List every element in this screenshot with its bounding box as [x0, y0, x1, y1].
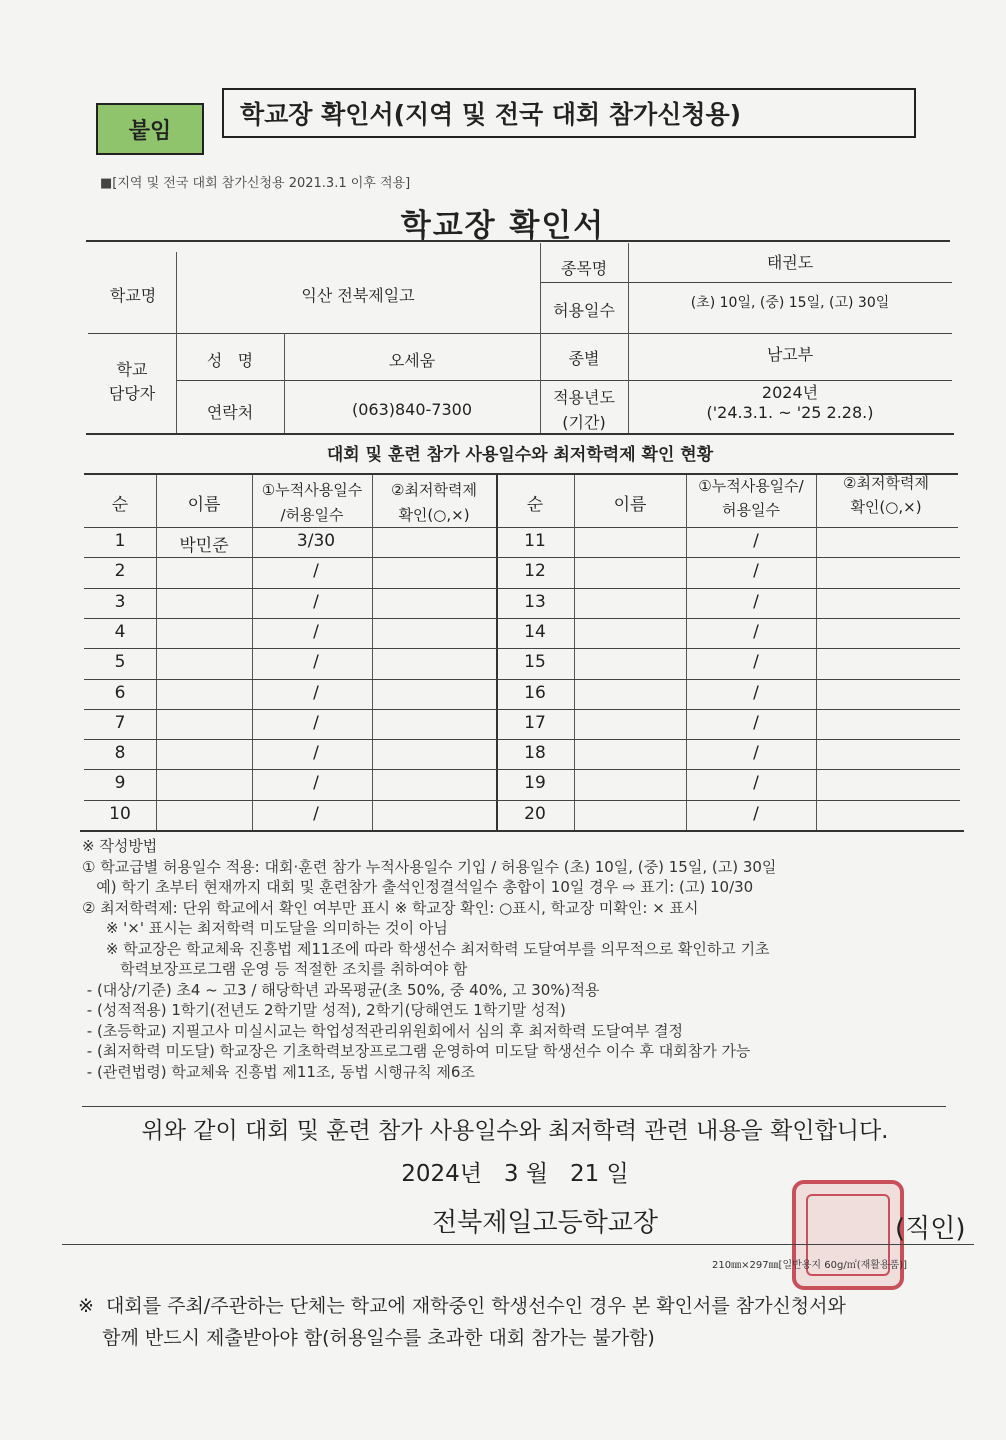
- note-line: - (성적적용) 1학기(전년도 2학기말 성적), 2학기(당해연도 1학기말 성적): [82, 1001, 566, 1019]
- row-days-cell: /: [313, 773, 319, 793]
- row-days-cell: /: [313, 561, 319, 581]
- school-value: 익산 전북제일고: [301, 286, 415, 305]
- note-line: 학력보장프로그램 운영 등 적절한 조치를 취하여야 함: [82, 960, 468, 978]
- period-range: ('24.3.1. ~ '25 2.28.): [706, 403, 874, 422]
- row-no-cell: 1: [114, 531, 126, 551]
- row-days-cell: /: [753, 531, 759, 551]
- row-no-cell: 2: [114, 561, 126, 581]
- usage-col-line: [686, 475, 687, 830]
- header-no-right: 순: [526, 495, 544, 515]
- info-col-line: [628, 243, 629, 433]
- row-days-cell: /: [313, 743, 319, 763]
- footer-line: ※ 대회를 주최/주관하는 단체는 학교에 재학중인 학생선수인 경우 본 확인서를 참가신청서와: [78, 1295, 846, 1317]
- note-line: - (관련법령) 학교체육 진흥법 제11조, 동법 시행규칙 제6조: [82, 1062, 475, 1081]
- row-days-cell: /: [313, 622, 319, 642]
- document-title: 학교장 확인서: [400, 208, 606, 244]
- row-days-cell: /: [753, 622, 759, 642]
- row-no-cell: 19: [524, 773, 546, 793]
- confirmation-statement: 위와 같이 대회 및 훈련 참가 사용일수와 최저학력 관련 내용을 확인합니다.: [141, 1118, 889, 1144]
- row-days-cell: 3/30: [296, 531, 336, 551]
- row-no-cell: 14: [524, 622, 546, 642]
- row-no-cell: 9: [114, 773, 126, 793]
- row-no-cell: 10: [109, 804, 131, 824]
- note-line: ② 최저학력제: 단위 학교에서 확인 여부만 표시 ※ 학교장 확인: ○표시, 학교장 미확인: × 표시: [82, 898, 699, 917]
- usage-bottom-border: [80, 830, 964, 832]
- row-days-cell: /: [753, 773, 759, 793]
- table-row-rule: [84, 588, 960, 589]
- header-title: 학교장 확인서(지역 및 전국 대회 참가신청용): [240, 100, 742, 129]
- usage-center-divider: [496, 475, 498, 830]
- table-row-rule: [84, 648, 960, 649]
- row-no-cell: 12: [524, 561, 546, 581]
- header-check-right-sub: 확인(○,×): [850, 498, 922, 516]
- official-seal-icon: [792, 1180, 904, 1290]
- allowed-value: (초) 10일, (중) 15일, (고) 30일: [690, 295, 890, 311]
- table-row-rule: [84, 557, 960, 558]
- row-no-cell: 16: [524, 683, 546, 703]
- note-line: ① 학교급별 허용일수 적용: 대회·훈련 참가 누적사용일수 기입 / 허용일수 (초) 10일, (중) 15일, (고) 30일: [82, 857, 777, 876]
- info-rule: [540, 282, 952, 283]
- paper-size-note: 210㎜×297㎜[일반용지 60g/㎡(재활용품)]: [712, 1260, 908, 1271]
- row-no-cell: 7: [114, 713, 126, 733]
- issue-date: 2024년 3 월 21 일: [401, 1161, 629, 1187]
- allowed-label: 허용일수: [553, 301, 615, 320]
- period-label: 적용년도: [553, 388, 615, 407]
- period-label-sub: (기간): [562, 413, 606, 432]
- usage-header-rule: [84, 527, 958, 528]
- row-no-cell: 5: [114, 652, 126, 672]
- usage-top-border: [84, 473, 958, 475]
- header-name: 이름: [187, 495, 221, 515]
- info-rule: [176, 380, 952, 381]
- usage-col-line: [372, 475, 373, 830]
- note-line: ※ '×' 표시는 최저학력 미도달을 의미하는 것이 아님: [82, 919, 448, 937]
- name-value: 오세움: [388, 351, 436, 370]
- school-label: 학교명: [109, 286, 157, 305]
- row-no-cell: 17: [524, 713, 546, 733]
- table-row-rule: [84, 679, 960, 680]
- manager-label: 학교 담당자: [108, 360, 156, 403]
- row-no-cell: 13: [524, 592, 546, 612]
- row-days-cell: /: [313, 652, 319, 672]
- event-value: 태권도: [766, 253, 814, 272]
- header-days-right-sub: 허용일수: [722, 501, 780, 519]
- row-days-cell: /: [753, 592, 759, 612]
- row-days-cell: /: [753, 683, 759, 703]
- note-line: - (최저학력 미도달) 학교장은 기초학력보장프로그램 운영하여 미도달 학생선수 이수 후 대회참가 가능: [82, 1042, 751, 1060]
- note-line: ※ 작성방법: [82, 837, 158, 855]
- info-rule: [88, 333, 952, 334]
- note-line: - (초등학교) 지필고사 미실시교는 학업성적관리위원회에서 심의 후 최저학력 도달여부 결정: [82, 1021, 683, 1040]
- usage-section-title: 대회 및 훈련 참가 사용일수와 최저학력제 확인 현황: [326, 445, 714, 465]
- info-col-line: [176, 252, 177, 433]
- signature-divider: [62, 1244, 974, 1245]
- row-no-cell: 6: [114, 683, 126, 703]
- row-days-cell: /: [753, 561, 759, 581]
- header-days-right: ①누적사용일수/: [698, 477, 804, 495]
- row-no-cell: 11: [524, 531, 546, 551]
- event-label: 종목명: [560, 259, 608, 278]
- row-no-cell: 4: [114, 622, 126, 642]
- header-days: ①누적사용일수: [261, 481, 363, 499]
- table-row-rule: [84, 618, 960, 619]
- note-line: - (대상/기준) 초4 ~ 고3 / 해당학년 과목평균(초 50%, 중 40%, 고 30%)적용: [82, 980, 600, 999]
- usage-col-line: [156, 475, 157, 830]
- category-label: 종별: [568, 349, 600, 368]
- attachment-badge: 붙임: [96, 103, 204, 155]
- row-days-cell: /: [753, 652, 759, 672]
- contact-label: 연락처: [206, 403, 254, 422]
- header-days-sub: /허용일수: [280, 506, 344, 524]
- notes-divider: [82, 1106, 946, 1107]
- table-row-rule: [84, 739, 960, 740]
- name-label: 성 명: [206, 351, 254, 370]
- header-no: 순: [111, 495, 129, 515]
- row-days-cell: /: [313, 713, 319, 733]
- row-no-cell: 18: [524, 743, 546, 763]
- seal-label: (직인): [895, 1214, 966, 1244]
- contact-value: (063)840-7300: [351, 400, 473, 419]
- note-line: ※ 학교장은 학교체육 진흥법 제11조에 따라 학생선수 최저학력 도달여부를 의무적으로 확인하고 기초: [82, 939, 770, 958]
- row-days-cell: /: [313, 592, 319, 612]
- table-row-rule: [84, 709, 960, 710]
- period-year: 2024년: [761, 383, 819, 402]
- writing-instructions: [82, 836, 972, 1082]
- table-row-rule: [84, 769, 960, 770]
- row-days-cell: /: [753, 743, 759, 763]
- row-days-cell: /: [313, 804, 319, 824]
- usage-col-line: [574, 475, 575, 830]
- row-days-cell: /: [313, 683, 319, 703]
- row-no-cell: 3: [114, 592, 126, 612]
- row-days-cell: /: [753, 713, 759, 733]
- header-name-right: 이름: [613, 495, 647, 515]
- usage-col-line: [252, 475, 253, 830]
- note-line: 예) 학기 초부터 현재까지 대회 및 훈련참가 출석인정결석일수 총합이 10일 경우 ⇨ 표기: (고) 10/30: [82, 878, 754, 896]
- row-days-cell: /: [753, 804, 759, 824]
- category-value: 남고부: [766, 345, 814, 364]
- info-col-line: [540, 243, 541, 433]
- info-bottom-border: [86, 433, 954, 435]
- applicability-note: ■[지역 및 전국 대회 참가신청용 2021.3.1 이후 적용]: [100, 176, 411, 191]
- header-title-box: [222, 88, 916, 138]
- usage-col-line: [816, 475, 817, 830]
- info-top-border: [86, 240, 950, 242]
- footer-line: 함께 반드시 제출받아야 함(허용일수를 초과한 대회 참가는 불가함): [78, 1327, 655, 1349]
- row-no-cell: 15: [524, 652, 546, 672]
- header-check-sub: 확인(○,×): [398, 506, 470, 524]
- header-check-right: ②최저학력제: [843, 474, 929, 492]
- row-name-cell: 박민준: [179, 536, 229, 556]
- info-col-line: [284, 333, 285, 433]
- footer-note: [78, 1290, 978, 1354]
- header-check: ②최저학력제: [391, 481, 477, 499]
- principal-signature: 전북제일고등학교장: [432, 1208, 659, 1238]
- row-no-cell: 8: [114, 743, 126, 763]
- row-no-cell: 20: [524, 804, 546, 824]
- table-row-rule: [84, 800, 960, 801]
